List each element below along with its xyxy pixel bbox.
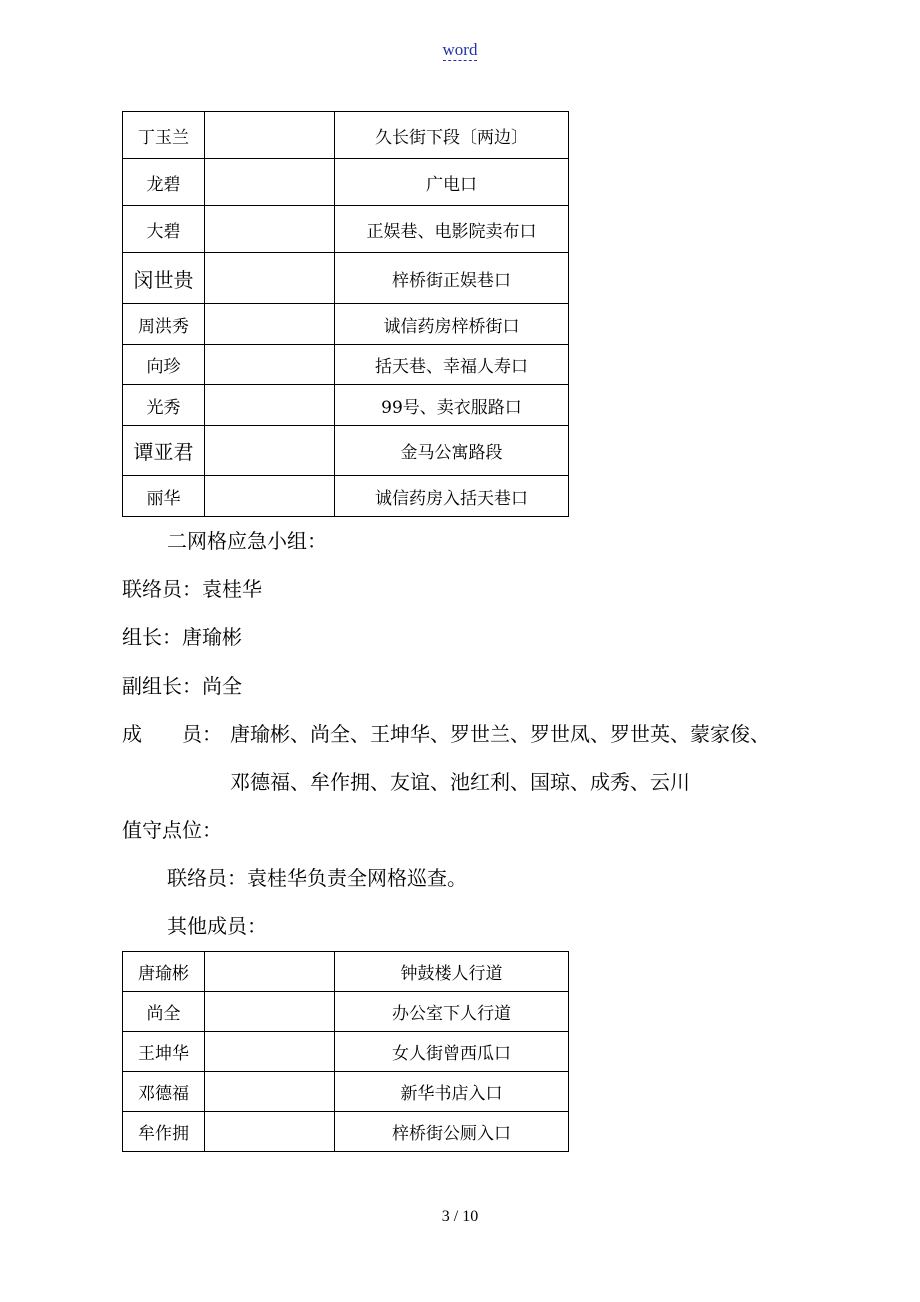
- duty-table-1: [122, 111, 569, 517]
- name-cell: 尚全: [123, 992, 205, 1032]
- name-cell: 丽华: [123, 476, 205, 517]
- location-cell: 诚信药房入括天巷口: [335, 476, 569, 517]
- blank-cell: [205, 206, 335, 253]
- location-cell: 梓桥街公厕入口: [335, 1112, 569, 1152]
- table-row: [123, 476, 569, 517]
- table-row: [123, 385, 569, 426]
- blank-cell: [205, 1112, 335, 1152]
- name-cell: 邓德福: [123, 1072, 205, 1112]
- location-cell: 诚信药房梓桥街口: [335, 304, 569, 345]
- location-cell: 99号、卖衣服路口: [335, 385, 569, 426]
- table-row: [123, 304, 569, 345]
- blank-cell: [205, 253, 335, 304]
- table-row: [123, 159, 569, 206]
- location-cell: 金马公寓路段: [335, 426, 569, 476]
- blank-cell: [205, 112, 335, 159]
- location-cell: 括天巷、幸福人寿口: [335, 345, 569, 385]
- table-row: [123, 253, 569, 304]
- members-label: 成 员：: [122, 722, 222, 746]
- blank-cell: [205, 1032, 335, 1072]
- name-cell: 光秀: [123, 385, 205, 426]
- members-line-2: 邓德福、牟作拥、友谊、池红利、国琼、成秀、云川: [230, 770, 690, 794]
- location-cell: 梓桥街正娱巷口: [335, 253, 569, 304]
- blank-cell: [205, 385, 335, 426]
- blank-cell: [205, 476, 335, 517]
- blank-cell: [205, 304, 335, 345]
- location-cell: 久长街下段〔两边〕: [335, 112, 569, 159]
- location-cell: 正娱巷、电影院卖布口: [335, 206, 569, 253]
- duty-table-2: [122, 951, 569, 1152]
- table-row: [123, 1032, 569, 1072]
- location-cell: 女人街曾西瓜口: [335, 1032, 569, 1072]
- name-cell: 王坤华: [123, 1032, 205, 1072]
- page-number: 3 / 10: [441, 1208, 479, 1225]
- name-cell: 谭亚君: [123, 426, 205, 476]
- leader-line: 组长：唐瑜彬: [122, 625, 242, 649]
- location-cell: 钟鼓楼人行道: [335, 952, 569, 992]
- name-cell: 向珍: [123, 345, 205, 385]
- table-row: [123, 1112, 569, 1152]
- table-row: [123, 992, 569, 1032]
- table-row: [123, 206, 569, 253]
- table-row: [123, 112, 569, 159]
- name-cell: 唐瑜彬: [123, 952, 205, 992]
- posts-label: 值守点位：: [122, 818, 222, 842]
- blank-cell: [205, 1072, 335, 1112]
- location-cell: 广电口: [335, 159, 569, 206]
- blank-cell: [205, 159, 335, 206]
- table-row: [123, 952, 569, 992]
- name-cell: 牟作拥: [123, 1112, 205, 1152]
- name-cell: 大碧: [123, 206, 205, 253]
- deputy-line: 副组长：尚全: [122, 674, 242, 698]
- blank-cell: [205, 952, 335, 992]
- members-line-1: 唐瑜彬、尚全、王坤华、罗世兰、罗世凤、罗世英、蒙家俊、: [230, 722, 770, 746]
- blank-cell: [205, 426, 335, 476]
- name-cell: 周洪秀: [123, 304, 205, 345]
- location-cell: 办公室下人行道: [335, 992, 569, 1032]
- location-cell: 新华书店入口: [335, 1072, 569, 1112]
- others-label: 其他成员：: [167, 914, 267, 938]
- name-cell: 闵世贵: [123, 253, 205, 304]
- table-row: [123, 426, 569, 476]
- name-cell: 丁玉兰: [123, 112, 205, 159]
- header-title[interactable]: word: [442, 40, 478, 59]
- table-row: [123, 345, 569, 385]
- table-row: [123, 1072, 569, 1112]
- liaison-duty-line: 联络员：袁桂华负责全网格巡查。: [167, 866, 467, 890]
- group-heading: 二网格应急小组：: [167, 529, 327, 553]
- blank-cell: [205, 345, 335, 385]
- page-header: [0, 40, 920, 60]
- name-cell: 龙碧: [123, 159, 205, 206]
- liaison-line: 联络员：袁桂华: [122, 577, 262, 601]
- blank-cell: [205, 992, 335, 1032]
